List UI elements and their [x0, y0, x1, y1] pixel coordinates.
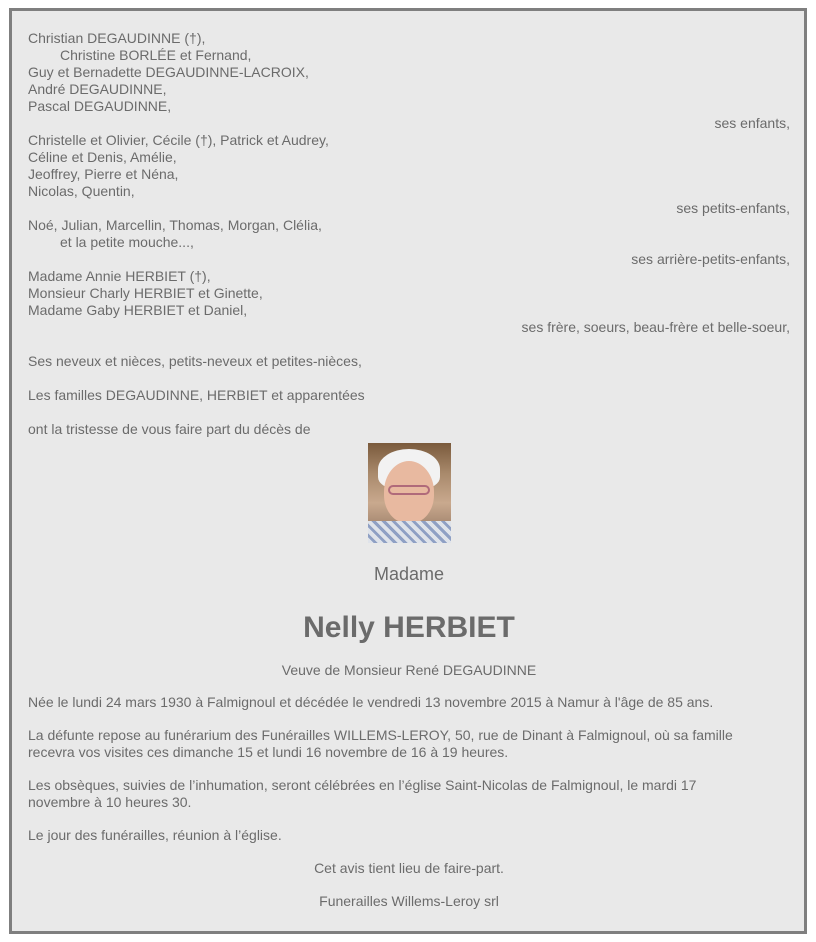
child-line: Pascal DEGAUDINNE, [28, 98, 172, 114]
portrait-photo [368, 443, 451, 543]
undertaker-line: Funerailles Willems-Leroy srl [319, 893, 499, 909]
reception-line: Le jour des funérailles, réunion à l’église. [28, 827, 282, 843]
grandchild-line: Jeoffrey, Pierre et Néna, [28, 166, 179, 182]
birth-death-line: Née le lundi 24 mars 1930 à Falmignoul et décédée le vendredi 13 novembre 2015 à Namur à l'âge de 85 ans. [28, 694, 714, 710]
great-grandchild-line: et la petite mouche..., [60, 234, 194, 250]
sibling-line: Madame Gaby HERBIET et Daniel, [28, 302, 248, 318]
siblings-role: ses frère, soeurs, beau-frère et belle-soeur, [521, 319, 790, 335]
deceased-name: Nelly HERBIET [303, 611, 515, 644]
nephews-line: Ses neveux et nièces, petits-neveux et petites-nièces, [28, 353, 362, 369]
announcement-line: ont la tristesse de vous faire part du décès de [28, 421, 311, 437]
viewing-paragraph [28, 727, 790, 761]
child-line: André DEGAUDINNE, [28, 81, 167, 97]
funeral-line: novembre à 10 heures 30. [28, 794, 192, 810]
great-grandchild-line: Noé, Julian, Marcellin, Thomas, Morgan, Clélia, [28, 217, 322, 233]
funeral-paragraph [28, 777, 790, 811]
grandchild-line: Christelle et Olivier, Cécile (†), Patrick et Audrey, [28, 132, 329, 148]
viewing-line: recevra vos visites ces dimanche 15 et lundi 16 novembre de 16 à 19 heures. [28, 744, 509, 760]
great-grandchildren-role: ses arrière-petits-enfants, [631, 251, 790, 267]
obituary-card [9, 8, 807, 934]
grandchild-line: Nicolas, Quentin, [28, 183, 135, 199]
funeral-line: Les obsèques, suivies de l’inhumation, seront célébrées en l’église Saint-Nicolas de Falmignoul, le mardi 17 [28, 777, 697, 793]
child-line: Guy et Bernadette DEGAUDINNE-LACROIX, [28, 64, 309, 80]
sibling-line: Madame Annie HERBIET (†), [28, 268, 211, 284]
grandchildren-role: ses petits-enfants, [676, 200, 790, 216]
viewing-line: La défunte repose au funérarium des Funérailles WILLEMS-LEROY, 50, rue de Dinant à Falmignoul, où sa famille [28, 727, 733, 743]
children-role: ses enfants, [714, 115, 790, 131]
deceased-title: Madame [373, 564, 445, 584]
child-line: Christine BORLÉE et Fernand, [60, 47, 252, 63]
notice-line: Cet avis tient lieu de faire-part. [314, 860, 504, 876]
child-line: Christian DEGAUDINNE (†), [28, 30, 206, 46]
sibling-line: Monsieur Charly HERBIET et Ginette, [28, 285, 263, 301]
obituary-content [28, 30, 790, 910]
families-line: Les familles DEGAUDINNE, HERBIET et apparentées [28, 387, 365, 403]
grandchild-line: Céline et Denis, Amélie, [28, 149, 177, 165]
widow-line: Veuve de Monsieur René DEGAUDINNE [281, 662, 537, 678]
